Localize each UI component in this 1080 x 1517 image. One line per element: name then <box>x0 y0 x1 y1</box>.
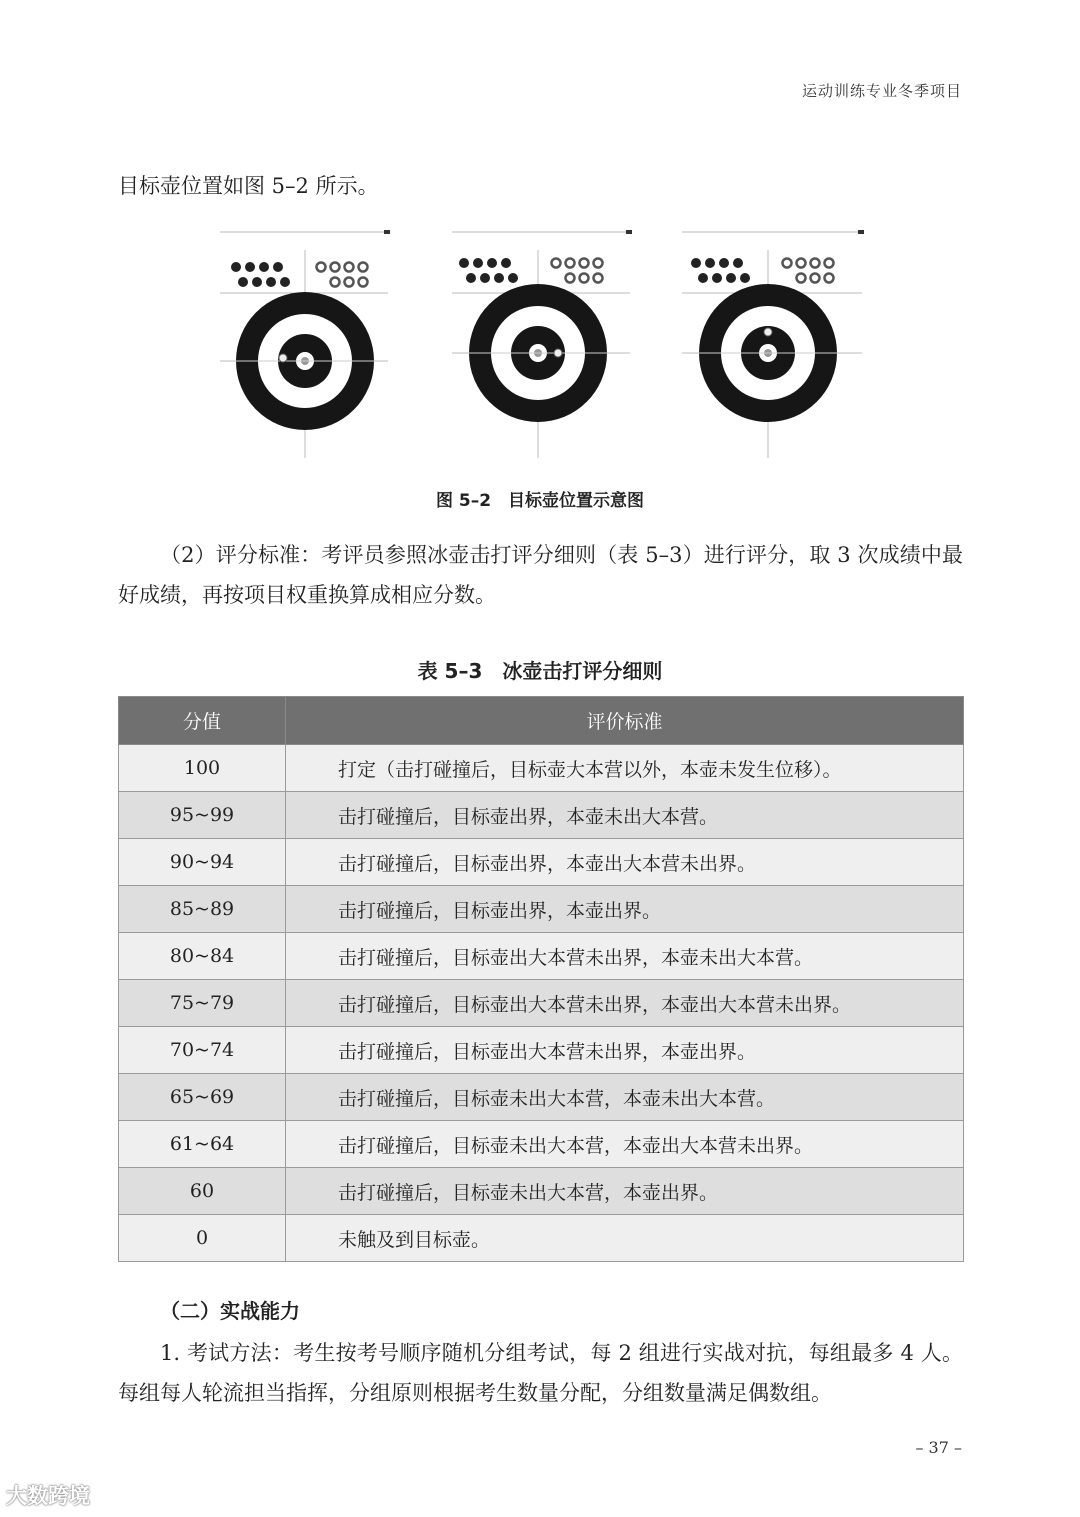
table-row <box>119 792 964 839</box>
curling-house-diagrams <box>220 228 865 460</box>
table-row <box>119 1027 964 1074</box>
score-cell: 60 <box>119 1168 286 1215</box>
column-header-score: 分值 <box>119 697 286 745</box>
criteria-cell: 击打碰撞后，目标壶出大本营未出界，本壶出界。 <box>286 1027 964 1074</box>
criteria-cell: 打定（击打碰撞后，目标壶大本营以外，本壶未发生位移）。 <box>286 745 964 792</box>
criteria-cell: 未触及到目标壶。 <box>286 1215 964 1262</box>
figure-caption: 图 5–2 目标壶位置示意图 <box>435 491 645 511</box>
score-cell: 100 <box>119 745 286 792</box>
running-header: 运动训练专业冬季项目 <box>801 82 962 100</box>
criteria-cell: 击打碰撞后，目标壶未出大本营，本壶出界。 <box>286 1168 964 1215</box>
score-cell: 85~89 <box>119 886 286 933</box>
table-row <box>119 980 964 1027</box>
table-row <box>119 1074 964 1121</box>
table-title: 表 5–3 冰壶击打评分细则 <box>417 659 663 683</box>
exam-method-paragraph: 1. 考试方法：考生按考号顺序随机分组考试，每 2 组进行实战对抗，每组最多 4 人。每组每人轮流担当指挥，分组原则根据考生数量分配，分组数量满足偶数组。 <box>118 1341 963 1405</box>
criteria-cell: 击打碰撞后，目标壶出大本营未出界，本壶出大本营未出界。 <box>286 980 964 1027</box>
score-cell: 75~79 <box>119 980 286 1027</box>
criteria-cell: 击打碰撞后，目标壶未出大本营，本壶未出大本营。 <box>286 1074 964 1121</box>
table-row <box>119 1215 964 1262</box>
house-diagram-1 <box>220 230 390 458</box>
score-cell: 90~94 <box>119 839 286 886</box>
intro-text: 目标壶位置如图 5–2 所示。 <box>118 174 379 198</box>
criteria-cell: 击打碰撞后，目标壶出大本营未出界，本壶未出大本营。 <box>286 933 964 980</box>
table-row <box>119 933 964 980</box>
watermark-text: 大数跨境 <box>6 1484 90 1508</box>
table-row <box>119 1168 964 1215</box>
score-cell: 70~74 <box>119 1027 286 1074</box>
house-diagram-3 <box>682 230 864 458</box>
score-cell: 80~84 <box>119 933 286 980</box>
criteria-cell: 击打碰撞后，目标壶未出大本营，本壶出大本营未出界。 <box>286 1121 964 1168</box>
criteria-cell: 击打碰撞后，目标壶出界，本壶未出大本营。 <box>286 792 964 839</box>
criteria-cell: 击打碰撞后，目标壶出界，本壶出大本营未出界。 <box>286 839 964 886</box>
house-diagram-2 <box>452 230 632 458</box>
table-row <box>119 1121 964 1168</box>
score-cell: 65~69 <box>119 1074 286 1121</box>
score-cell: 61~64 <box>119 1121 286 1168</box>
watermark-logo <box>6 1480 90 1510</box>
score-cell: 95~99 <box>119 792 286 839</box>
scoring-standard-paragraph: （2）评分标准：考评员参照冰壶击打评分细则（表 5–3）进行评分，取 3 次成绩中最好成绩，再按项目权重换算成相应分数。 <box>118 543 963 607</box>
table-row <box>119 745 964 792</box>
score-cell: 0 <box>119 1215 286 1262</box>
page-number: – 37 – <box>915 1438 962 1457</box>
section-heading: （二）实战能力 <box>160 1299 300 1323</box>
table-row <box>119 886 964 933</box>
target-stone-figure <box>220 228 865 460</box>
column-header-criteria: 评价标准 <box>286 697 964 745</box>
table-row <box>119 839 964 886</box>
table-header-row <box>119 697 964 745</box>
scoring-table <box>118 696 964 1262</box>
criteria-cell: 击打碰撞后，目标壶出界，本壶出界。 <box>286 886 964 933</box>
